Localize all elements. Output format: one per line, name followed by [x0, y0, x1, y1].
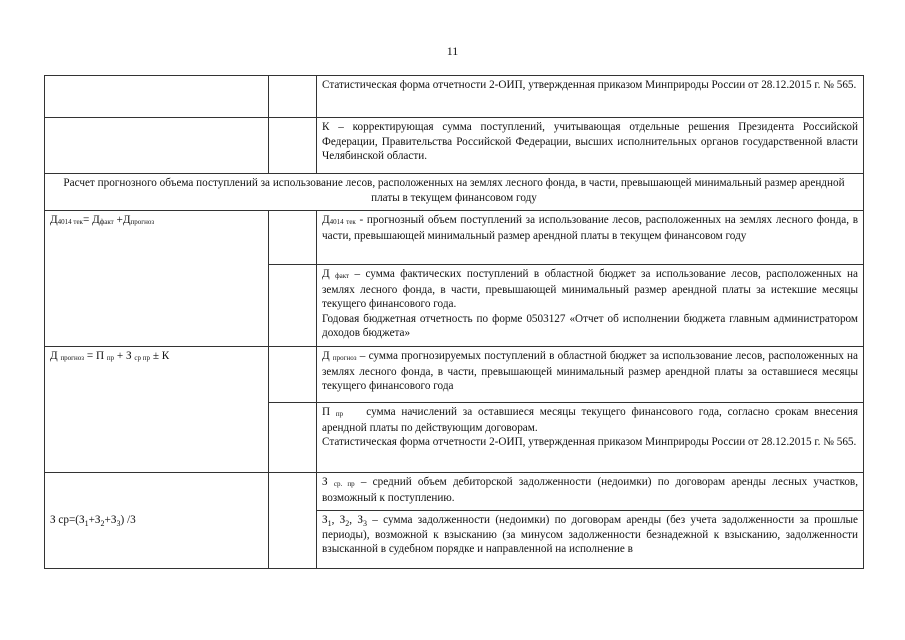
description-subscript: 1	[327, 519, 332, 529]
description-source: Годовая бюджетная отчетность по форме 0503127 «Отчет об исполнении бюджета главным администратором доходов бюджета»	[322, 312, 858, 340]
description-symbol: З	[322, 514, 328, 526]
description-symbol: , З	[331, 514, 346, 526]
formula-subscript: факт	[99, 218, 114, 226]
description-subscript: прогноз	[332, 354, 357, 362]
description-cell	[317, 347, 864, 403]
formula-operator: = Д	[82, 214, 100, 226]
spacer-cell	[269, 473, 317, 569]
description-subscript: пр	[335, 410, 344, 418]
table-row	[45, 211, 864, 265]
description-symbol: Д	[322, 268, 330, 280]
description-subscript: 4014 тек	[329, 218, 356, 226]
formula-subscript: прогноз	[130, 218, 155, 226]
description-cell	[317, 265, 864, 347]
formula-cell	[45, 118, 269, 174]
description-paragraph	[322, 405, 861, 435]
description-text: – сумма прогнозируемых поступлений в областной бюджет за использование лесов, расположенных на землях лесного фонда, в части, превышающей минимальный размер арендной платы за оставшиеся месяцы текущего финансового года	[322, 350, 858, 393]
description-subscript: 2	[345, 519, 350, 529]
description-text: Статистическая форма отчетности 2-ОИП, утвержденная приказом Минприроды России от 28.12.2015 г. № 565.	[322, 79, 857, 91]
formula-operator: +З	[88, 514, 101, 527]
formula-subscript: 4014 тек	[57, 218, 83, 226]
formula-cell	[45, 403, 269, 473]
description-cell	[317, 403, 864, 473]
description-symbol: Д	[322, 350, 330, 362]
spacer-cell	[269, 347, 317, 403]
description-cell	[317, 473, 864, 511]
formula-operator: = П	[84, 350, 105, 362]
description-subscript: факт	[335, 272, 350, 280]
description-cell	[317, 211, 864, 265]
table-row	[45, 403, 864, 473]
formula-subscript: 1	[84, 519, 89, 529]
section-header-row	[45, 174, 864, 211]
page-number: 11	[446, 44, 459, 58]
spacer-cell	[269, 403, 317, 473]
description-symbol: З	[322, 476, 328, 488]
spacer-cell	[269, 76, 317, 118]
section-header	[45, 174, 864, 211]
description-text: К – корректирующая сумма поступлений, учитывающая отдельные решения Президента Российской Федерации, Правительства Российской Федерации, высших исполнительных органов государственной власти Челябинской области.	[322, 121, 858, 163]
description-subscript: ср. пр	[333, 480, 355, 488]
formula-cell	[45, 473, 269, 569]
formula-cell	[45, 265, 269, 347]
formula-symbol: Д	[50, 350, 58, 362]
formula-operator: +Д	[113, 214, 131, 226]
spacer-cell	[269, 118, 317, 174]
description-source: Статистическая форма отчетности 2-ОИП, утвержденная приказом Минприроды России от 28.12.2015 г. № 565.	[322, 436, 857, 449]
description-text: – средний объем дебиторской задолженности (недоимки) по договорам аренды лесных участков, возможный к поступлению.	[322, 476, 858, 504]
spacer-cell	[269, 211, 317, 265]
formula-text: З ср=(З	[50, 514, 85, 527]
description-subscript: 3	[362, 519, 367, 529]
formula-subscript: 2	[100, 519, 105, 529]
formula-operator: ± К	[150, 350, 170, 362]
description-cell	[317, 76, 864, 118]
formula-cell	[45, 347, 269, 403]
formula-operator: +З	[104, 514, 117, 527]
formula-subscript: пр	[106, 354, 115, 362]
description-paragraph	[322, 267, 858, 312]
description-text: сумма начислений за оставшиеся месяцы текущего финансового года, согласно срокам внесения арендной платы по действующим договорам.	[322, 406, 861, 434]
description-text: – сумма задолженности (недоимки) по договорам аренды (без учета задолженности за прошлые периоды), возможной к взысканию (за минусом задолженности безнадежной к взысканию, задолженности взысканной в судебном порядке и направленной на исполнение в	[322, 514, 859, 556]
section-header-text: Расчет прогнозного объема поступлений за использование лесов, расположенных на землях лесного фонда, в части, превышающей минимальный размер арендной платы в текущем финансовом году	[63, 177, 845, 204]
formula-cell	[45, 211, 269, 265]
description-cell	[317, 511, 864, 569]
formula-subscript: прогноз	[60, 354, 85, 362]
formula-symbol: Д	[50, 214, 58, 226]
formula-cell	[45, 76, 269, 118]
forecast-table	[44, 75, 864, 569]
description-symbol: Д	[322, 214, 330, 226]
formula-operator: ) /3	[120, 514, 136, 527]
formula-subscript: 3	[116, 519, 121, 529]
formula-subscript: ср пр	[134, 354, 151, 362]
description-symbol: П	[322, 406, 331, 418]
description-symbol: , З	[349, 514, 363, 526]
table-row	[45, 473, 864, 511]
description-text: - прогнозный объем поступлений за использование лесов, расположенных на землях лесного фонда, в части, превышающей минимальный размер арендной платы в текущем финансовом году	[322, 214, 859, 242]
table-row	[45, 76, 864, 118]
table-row	[45, 118, 864, 174]
description-text: – сумма фактических поступлений в областной бюджет за использование лесов, расположенных на землях лесного фонда, в части, превышающей минимальный размер арендной платы за истекшие месяцы текущего финансового года.	[322, 268, 859, 311]
formula-operator: + З	[114, 350, 132, 362]
table-row	[45, 347, 864, 403]
spacer-cell	[269, 265, 317, 347]
table-row	[45, 265, 864, 347]
description-cell	[317, 118, 864, 174]
